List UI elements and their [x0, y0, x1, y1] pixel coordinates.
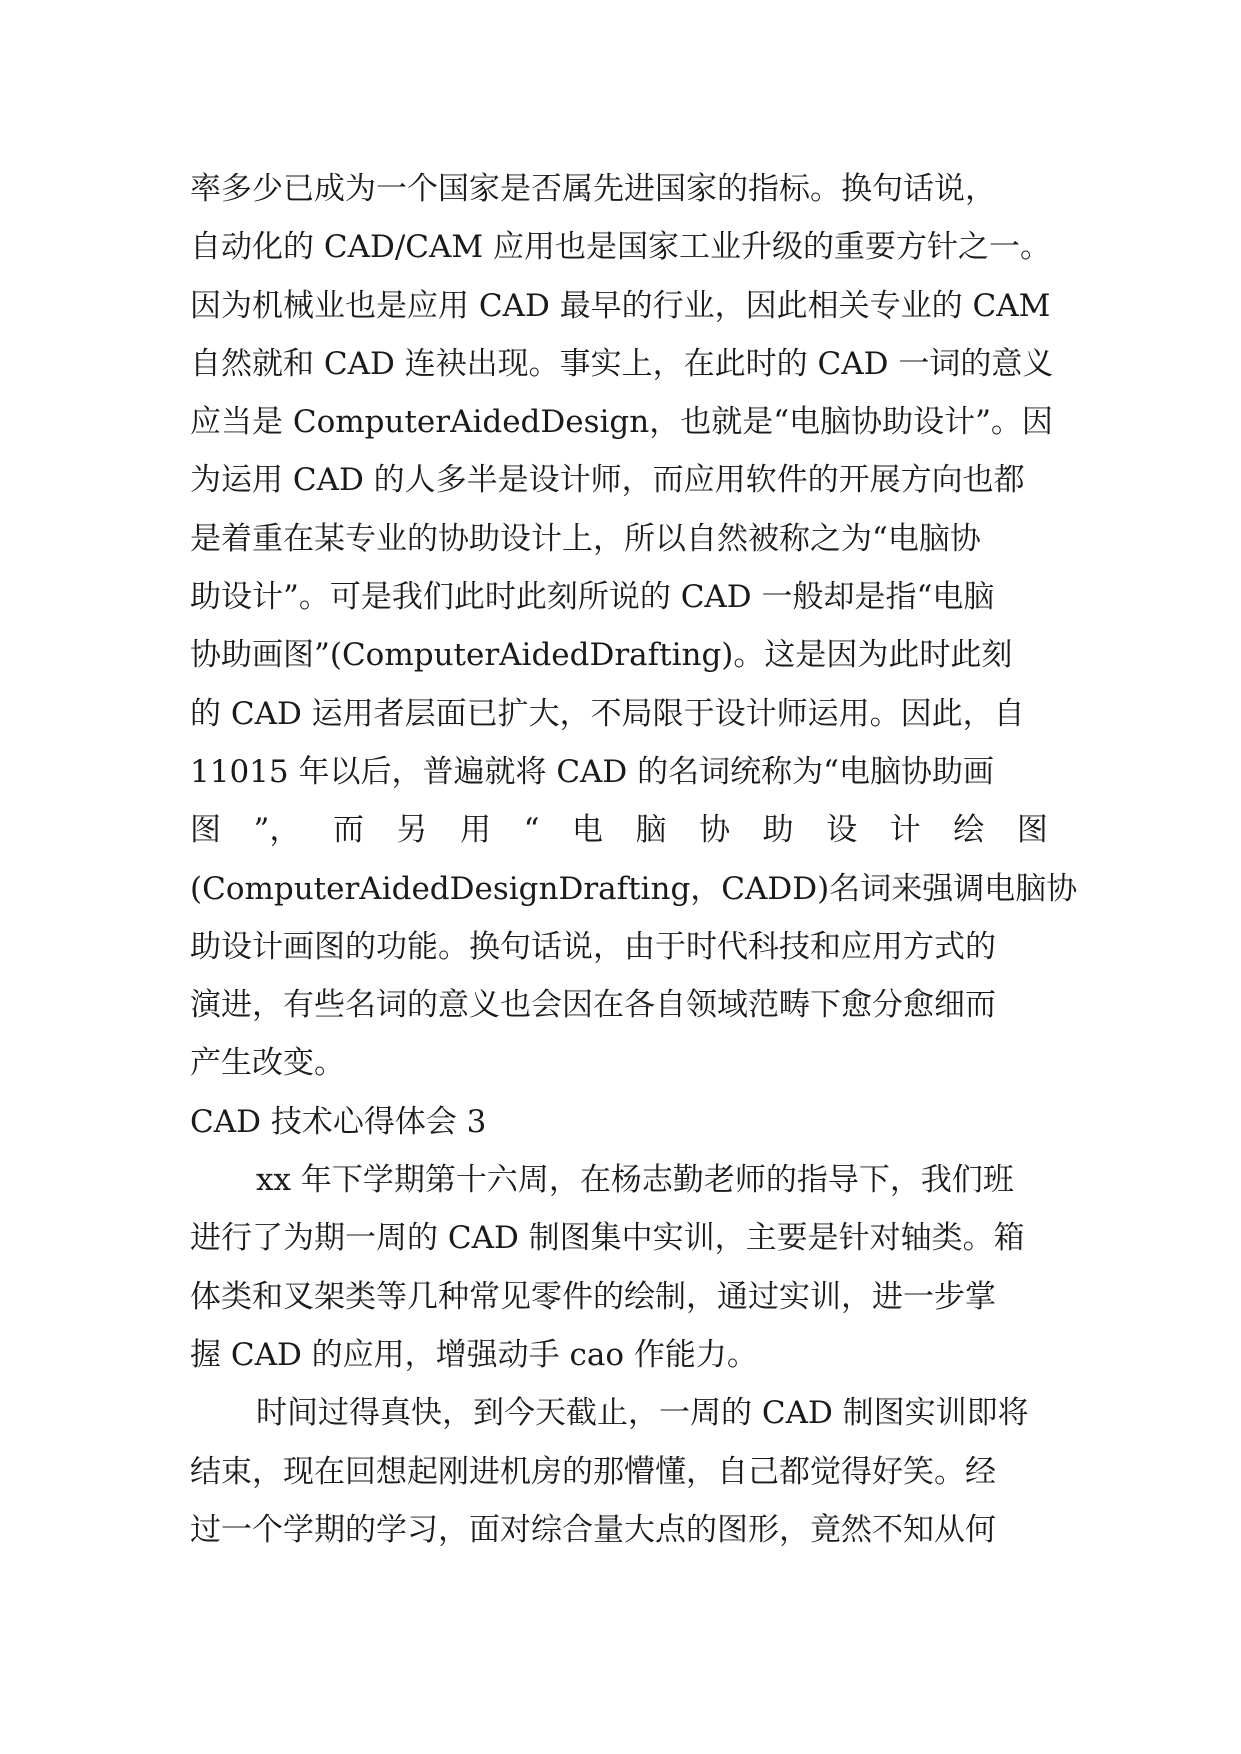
- document-body: [190, 160, 1078, 1559]
- text-glyph: 用: [460, 812, 492, 849]
- text-line: 自然就和 CAD 连袂出现。事实上，在此时的 CAD 一词的意义: [190, 345, 1054, 382]
- text-line: 自动化的 CAD/CAM 应用也是国家工业升级的重要方针之一。: [190, 229, 1051, 266]
- text-glyph: 计: [889, 812, 921, 849]
- text-glyph: 协: [699, 812, 731, 849]
- text-line: 应当是 ComputerAidedDesign，也就是“电脑协助设计”。因: [190, 404, 1053, 441]
- text-line: 助设计”。可是我们此时此刻所说的 CAD 一般却是指“电脑: [190, 579, 995, 616]
- text-line: 过一个学期的学习，面对综合量大点的图形，竟然不知从何: [190, 1511, 996, 1548]
- text-line: 进行了为期一周的 CAD 制图集中实训，主要是针对轴类。箱: [190, 1220, 1025, 1257]
- text-line: 11015 年以后，普遍就将 CAD 的名词统称为“电脑协助画: [190, 753, 994, 790]
- text-glyph: ”，: [253, 812, 301, 849]
- text-line: 的 CAD 运用者层面已扩大，不局限于设计师运用。因此，自: [190, 695, 1025, 732]
- text-line: 握 CAD 的应用，增强动手 cao 作能力。: [190, 1336, 758, 1373]
- text-glyph: 电: [572, 812, 603, 849]
- text-glyph: 设: [826, 812, 858, 849]
- text-glyph: 另: [396, 812, 428, 849]
- text-line: 产生改变。: [190, 1045, 345, 1082]
- text-line: (ComputerAidedDesignDrafting，CADD)名词来强调电脑协: [190, 870, 1078, 907]
- text-glyph: 图: [190, 812, 221, 849]
- text-line: 体类和叉架类等几种常见零件的绘制，通过实训，进一步掌: [190, 1278, 996, 1315]
- text-line: 结束，现在回想起刚进机房的那懵懂，自己都觉得好笑。经: [190, 1453, 996, 1490]
- paragraph-first-line: xx 年下学期第十六周，在杨志勤老师的指导下，我们班: [256, 1162, 1014, 1199]
- text-glyph: 而: [332, 812, 364, 849]
- justified-text-line: [190, 801, 1048, 859]
- text-line: 是着重在某专业的协助设计上，所以自然被称之为“电脑协: [190, 520, 981, 557]
- text-line: 协助画图”(ComputerAidedDrafting)。这是因为此时此刻: [190, 637, 1013, 674]
- text-glyph: 图: [1016, 812, 1048, 849]
- section-heading: CAD 技术心得体会 3: [190, 1103, 487, 1140]
- paragraph-first-line: 时间过得真快，到今天截止，一周的 CAD 制图实训即将: [256, 1395, 1029, 1432]
- text-glyph: 绘: [953, 812, 985, 849]
- text-line: 为运用 CAD 的人多半是设计师，而应用软件的开展方向也都: [190, 462, 1025, 499]
- text-glyph: 助: [762, 812, 794, 849]
- text-line: 因为机械业也是应用 CAD 最早的行业，因此相关专业的 CAM: [190, 287, 1051, 324]
- text-glyph: “: [523, 812, 540, 849]
- text-line: 演进，有些名词的意义也会因在各自领域范畴下愈分愈细而: [190, 987, 996, 1024]
- text-glyph: 脑: [635, 812, 667, 849]
- text-line: 率多少已成为一个国家是否属先进国家的指标。换句话说，: [190, 171, 996, 207]
- text-line: 助设计画图的功能。换句话说，由于时代科技和应用方式的: [190, 928, 996, 965]
